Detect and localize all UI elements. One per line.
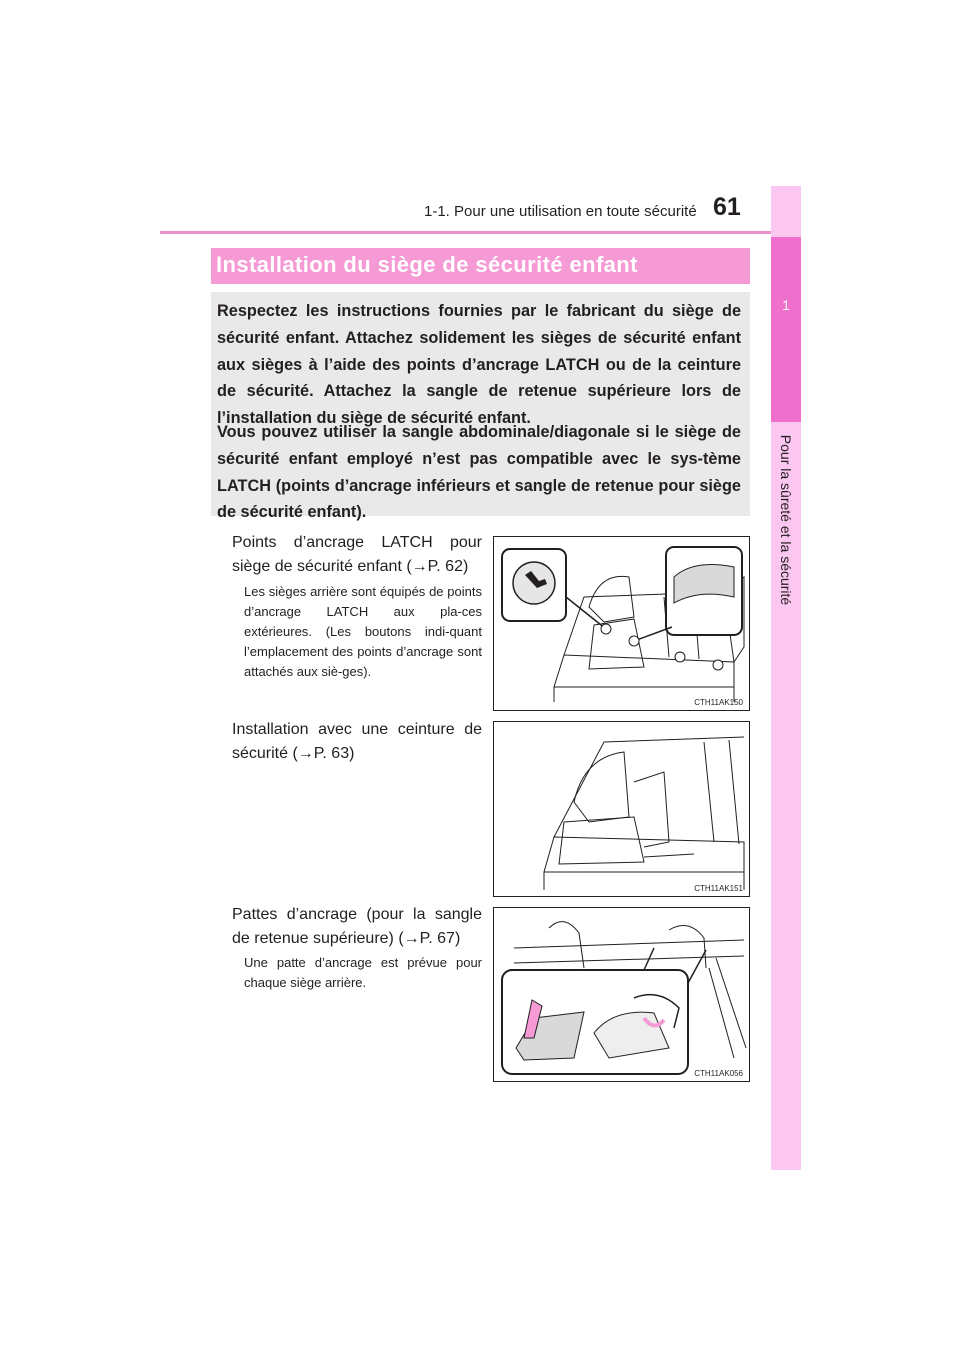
figure-code: CTH11AK056 <box>694 1069 743 1078</box>
figure-latch-anchors <box>493 536 750 711</box>
latch-seat-illustration <box>494 537 749 710</box>
intro-paragraph-1: Respectez les instructions fournies par le fabricant du siège de sécurité enfant. Attachez solidement les sièges de sécurité enfant aux sièges à l’aide des points d’ancrage LATCH ou de la ceinture de sécurité. Attachez la sangle de retenue supérieure lors de l’installation du siège de sécurité enfant. <box>217 302 741 428</box>
seat-belt-illustration <box>494 722 749 896</box>
item-heading-anchor-brackets: Pattes d’ancrage (pour la sangle de retenue supérieure) (→P. 67) <box>232 906 482 947</box>
intro-paragraph-2: Vous pouvez utiliser la sangle abdominale/diagonale si le siège de sécurité enfant employé n’est pas compatible avec le sys-tème LATCH (points d’ancrage inférieurs et sangle de retenue pour siège de sécurité enfant). <box>217 423 741 522</box>
side-tab-label: Pour la sûreté et la sécurité <box>778 434 794 606</box>
item-heading-latch: Points d’ancrage LATCH pour siège de sécurité enfant (→P. 62) <box>232 534 482 575</box>
anchor-bracket-illustration <box>494 908 749 1081</box>
side-tab-chapter-number: 1 <box>782 297 790 313</box>
figure-seat-belt-installation <box>493 721 750 897</box>
header-rule <box>160 231 800 234</box>
item-description-latch: Les sièges arrière sont équipés de points d’ancrage LATCH aux pla-ces extérieures. (Les boutons indi-quant l’emplacement des points d’ancrage sont attachés aux siè-ges). <box>244 584 482 679</box>
side-tab-chapter-marker <box>771 237 801 422</box>
figure-code: CTH11AK151 <box>694 884 743 893</box>
figure-anchor-brackets <box>493 907 750 1082</box>
item-heading-seat-belt: Installation avec une ceinture de sécurité (→P. 63) <box>232 721 482 762</box>
page-number: 61 <box>713 193 741 221</box>
figure-code: CTH11AK150 <box>694 698 743 707</box>
section-title: Installation du siège de sécurité enfant <box>216 252 638 277</box>
header-section-title: 1-1. Pour une utilisation en toute sécurité <box>424 203 697 220</box>
item-description-anchor-brackets: Une patte d’ancrage est prévue pour chaque siège arrière. <box>244 955 482 990</box>
